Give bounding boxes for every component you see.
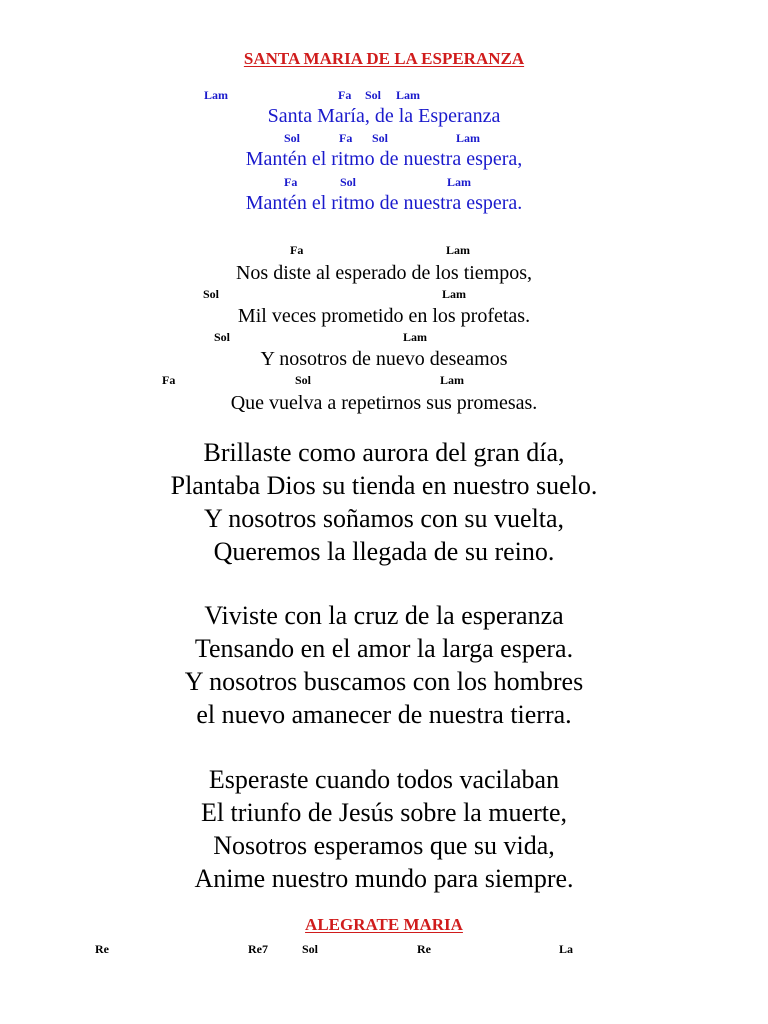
chord: Re	[95, 942, 109, 956]
lyric-line: Brillaste como aurora del gran día,	[203, 438, 565, 467]
chord: Lam	[446, 243, 470, 257]
chord: Sol	[340, 175, 357, 189]
chord: Fa	[290, 243, 304, 257]
chord: Sol	[214, 330, 231, 344]
lyric-line: Mil veces prometido en los profetas.	[237, 305, 531, 327]
chord: Fa	[338, 88, 352, 102]
lyric-line: el nuevo amanecer de nuestra tierra.	[196, 700, 572, 729]
lyric-line: Mantén el ritmo de nuestra espera.	[245, 192, 523, 214]
lyric-line: Tensando en el amor la larga espera.	[194, 634, 574, 663]
chord: Fa	[284, 175, 298, 189]
lyric-line: Y nosotros soñamos con su vuelta,	[203, 504, 565, 533]
lyric-line: Queremos la llegada de su reino.	[213, 537, 555, 566]
chord: Lam	[440, 373, 464, 387]
chord: Sol	[372, 131, 389, 145]
chord: Fa	[162, 373, 176, 387]
chord: Sol	[203, 287, 220, 301]
lyric-line: Nosotros esperamos que su vida,	[213, 831, 555, 860]
lyric-line: El triunfo de Jesús sobre la muerte,	[200, 798, 568, 827]
chord: Lam	[442, 287, 466, 301]
lyric-line: Que vuelva a repetirnos sus promesas.	[230, 392, 538, 414]
lyric-line: Viviste con la cruz de la esperanza	[204, 601, 564, 630]
chord: Lam	[204, 88, 228, 102]
chord: Sol	[284, 131, 301, 145]
lyric-line: Plantaba Dios su tienda en nuestro suelo.	[170, 471, 598, 500]
song-title: ALEGRATE MARIA	[305, 915, 463, 934]
chord: La	[559, 942, 574, 956]
chord: Lam	[403, 330, 427, 344]
chord: Re	[417, 942, 431, 956]
chord: Sol	[302, 942, 319, 956]
song-title: SANTA MARIA DE LA ESPERANZA	[243, 49, 525, 68]
chord: Lam	[396, 88, 420, 102]
lyric-line: Santa María, de la Esperanza	[267, 105, 501, 127]
chord: Fa	[339, 131, 353, 145]
lyric-line: Nos diste al esperado de los tiempos,	[235, 262, 533, 284]
lyric-line: Esperaste cuando todos vacilaban	[208, 765, 560, 794]
chord: Sol	[365, 88, 382, 102]
chord: Re7	[248, 942, 268, 956]
lyric-line: Anime nuestro mundo para siempre.	[194, 864, 574, 893]
chord: Lam	[456, 131, 480, 145]
chord: Sol	[295, 373, 312, 387]
lyric-line: Y nosotros buscamos con los hombres	[184, 667, 584, 696]
chord: Lam	[447, 175, 471, 189]
lyric-line: Mantén el ritmo de nuestra espera,	[245, 148, 523, 170]
lyric-line: Y nosotros de nuevo deseamos	[260, 348, 508, 370]
